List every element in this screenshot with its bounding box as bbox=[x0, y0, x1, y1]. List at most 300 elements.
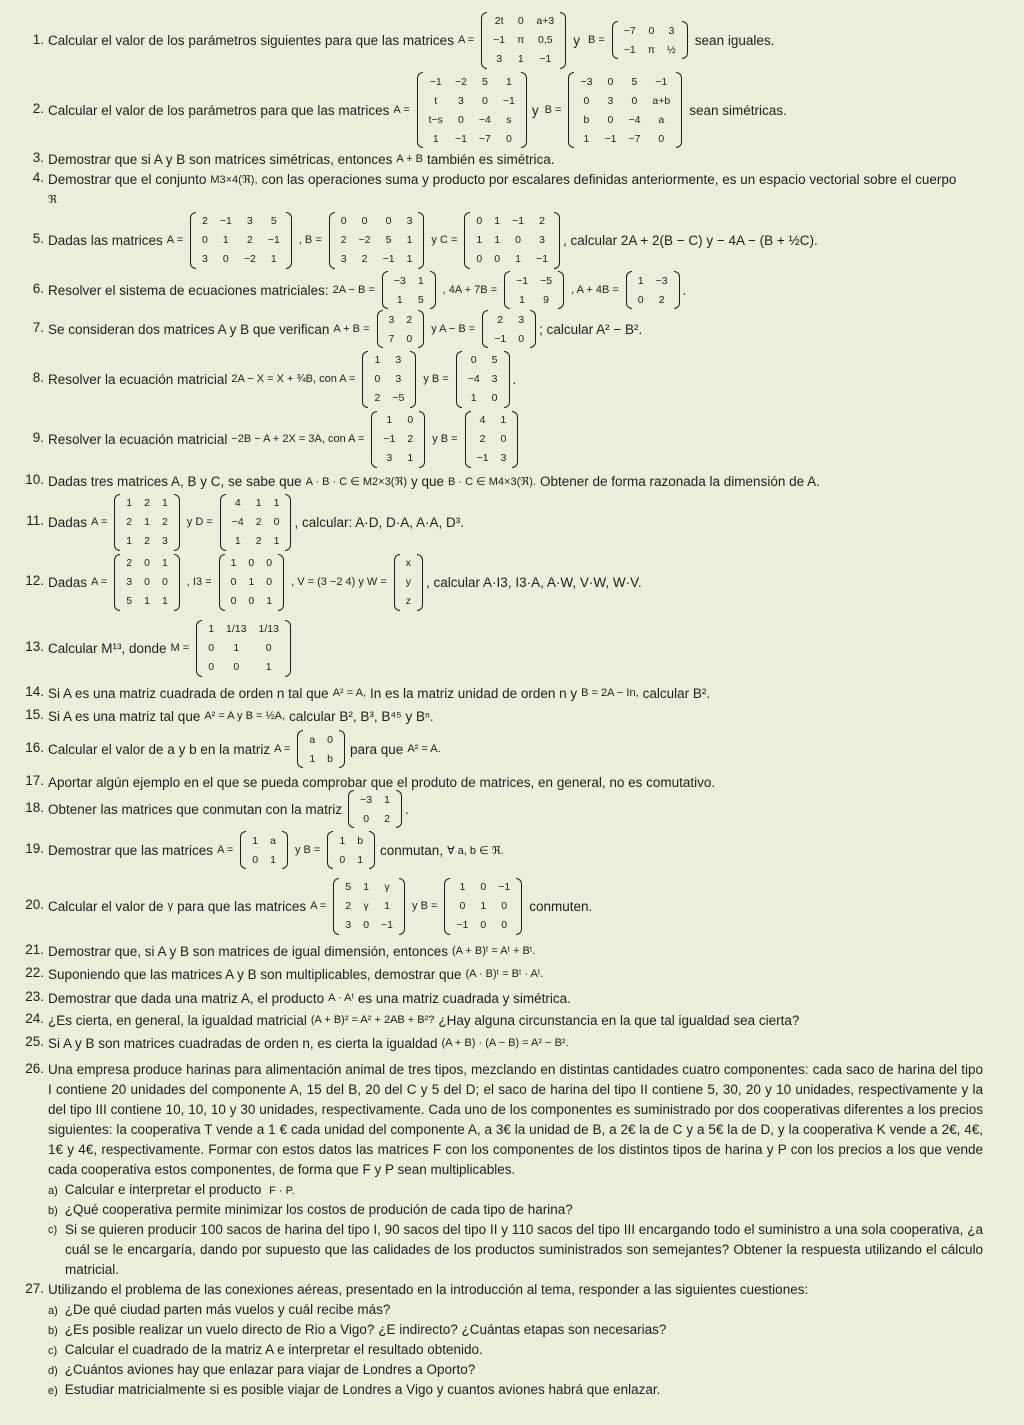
matrix-entry: 1 bbox=[248, 576, 255, 588]
matrix-entry: 5 bbox=[491, 354, 498, 366]
matrix-entry: −1 bbox=[429, 75, 442, 88]
matrix-entry: 1 bbox=[583, 132, 590, 145]
matrix-entry: 0 bbox=[494, 253, 501, 265]
matrix-entry: 5 bbox=[481, 75, 488, 88]
matrix-entry: 0 bbox=[476, 253, 483, 265]
matrix-entry: 0 bbox=[265, 642, 272, 654]
matrix-entry: 3 bbox=[539, 234, 545, 246]
problem-14: 14. Si A es una matriz cuadrada de orden n tal que A² = A, In es la matriz unidad de orden n y B = 2A − In, calcular B². bbox=[25, 684, 711, 701]
problem-23: 23. Demostrar que dada una matriz A, el producto A · Aᵗ es una matriz cuadrada y simétrica. bbox=[25, 989, 571, 1006]
matrix-bracket-right bbox=[285, 620, 291, 677]
matrix-bracket-right bbox=[286, 212, 292, 269]
matrix-entry: 1 bbox=[406, 234, 413, 246]
matrix-entry: 0 bbox=[230, 576, 237, 588]
matrix-entry: 1 bbox=[252, 834, 259, 847]
matrix-entry: 5 bbox=[631, 75, 638, 88]
matrix-entry: 0,5 bbox=[538, 34, 553, 46]
subquestion-c: c) Calcular el cuadrado de la matriz A e interpretar el resultado obtenido. bbox=[48, 1342, 483, 1357]
matrix-entry: 0 bbox=[327, 733, 334, 746]
matrix-entry: −7 bbox=[628, 132, 641, 145]
matrix-entry: −3 bbox=[580, 75, 593, 88]
matrix-entry: 2 bbox=[658, 293, 665, 306]
problem-text: Una empresa produce harinas para alimentación animal de tres tipos, mezclando en distintas cantidades cuatro componentes: cada saco de harina del tipo I contiene 20 unidades del componente A, 15 del B, 20 del C y 5 del D; el saco de harina del tipo II contiene 5, 30, 20 y 10 unidades, respectivamente y la del tipo III contiene 10, 10, 10 y 30 unidades, respectivamente. Cada uno de los componentes es suministrado por dos cooperativas diferentes a los precios siguientes: la cooperativa T vende a 1 € cada unidad del componente A, a 3€ la unidad de B, a 2€ la de C y a 5€ la de D, y la cooperativa K vende a 2€, 4€, 1€ y 4€, respectivamente. Formar con estos datos las matrices F con los componentes de los distintos tipos de harina y P con los precios a los que vende cada cooperativa estos componentes, de forma que F y P sean multiplicables. bbox=[48, 1062, 983, 1177]
matrix-bracket-right bbox=[516, 878, 522, 935]
problem-4: 4. Demostrar que el conjunto M3×4(ℜ), con las operaciones suma y producto por escalares definidas anteriormente, es un espacio vectorial sobre el cuerpo ℜ bbox=[32, 170, 957, 206]
matrix bbox=[114, 554, 180, 611]
matrix-entry: 1 bbox=[470, 392, 477, 404]
matrix-entry: −1 bbox=[456, 919, 469, 931]
matrix-entries bbox=[354, 790, 396, 828]
matrix-bracket-right bbox=[674, 271, 680, 309]
matrix-entry: 3 bbox=[126, 576, 133, 588]
matrix bbox=[327, 831, 375, 869]
matrix-entries bbox=[226, 494, 286, 551]
problem-13: 13. Calcular M¹³, donde M = 1 1/13 1/13 0 1 0 0 0 1 bbox=[0, 618, 1024, 678]
problem-21: 21. Demostrar que, si A y B son matrices de igual dimensión, entonces (A + B)ᵗ = Aᵗ + Bᵗ. bbox=[25, 942, 536, 959]
matrix-entry: 3 bbox=[406, 215, 413, 227]
matrix-entries bbox=[339, 878, 399, 935]
matrix-b bbox=[568, 72, 682, 148]
matrix-entry: x bbox=[405, 557, 412, 569]
matrix-entry: 1 bbox=[144, 595, 150, 607]
matrix-entry: 3 bbox=[518, 313, 525, 326]
matrix-entry: a+b bbox=[652, 94, 671, 107]
matrix bbox=[504, 271, 564, 309]
matrix-bracket-right bbox=[521, 72, 527, 148]
matrix-entry: 1 bbox=[161, 595, 168, 607]
matrix-entry: 2 bbox=[345, 900, 352, 912]
matrix-entry: 0 bbox=[273, 516, 280, 528]
problem-11: 11. Dadas A = 1 2 1 2 1 2 1 2 3 y D = 4 1 1 −4 2 0 1 2 1 , calcular: A·D, D·A, A·A, D³. bbox=[0, 494, 1024, 550]
matrix-entry: −5 bbox=[392, 392, 405, 404]
matrix-entry: 1 bbox=[230, 557, 237, 569]
problem-18: 18. Obtener las matrices que conmutan con la matriz −3 1 0 2 . bbox=[0, 790, 1024, 828]
matrix-bracket-right bbox=[399, 878, 405, 935]
matrix-entries bbox=[120, 494, 174, 551]
matrix-entry: −1 bbox=[381, 919, 394, 931]
matrix-entry: s bbox=[506, 113, 512, 126]
matrix-entry: b bbox=[357, 834, 364, 847]
matrix-entry: 1 bbox=[407, 452, 414, 464]
matrix-entries bbox=[303, 730, 339, 768]
problem-1: 1. Calcular el valor de los parámetros siguientes para que las matrices A = 2t 0 a+3 −1 π 0,5 3 1 −1 y B = −7 0 3 −1 π ½ sean iguales. bbox=[0, 12, 1024, 68]
matrix-entry: 2 bbox=[479, 433, 486, 445]
matrix-entry: 5 bbox=[417, 293, 424, 306]
matrix-entry: 1 bbox=[273, 535, 280, 547]
matrix-bracket-right bbox=[174, 554, 180, 611]
matrix-entry: 2t bbox=[494, 15, 504, 27]
matrix-entries bbox=[246, 831, 282, 869]
matrix-entry: 3 bbox=[395, 373, 402, 385]
problem-7: 7. Se consideran dos matrices A y B que verifican A + B = 3 2 7 0 y A − B = 2 3 −1 0 ; calcular A² − B². bbox=[0, 310, 1024, 348]
problem-10: 10. Dadas tres matrices A, B y C, se sabe que A · B · C ∈ M2×3(ℜ) y que B · C ∈ M4×3(ℜ). Obtener de forma razonada la dimensión de A. bbox=[25, 472, 820, 489]
matrix-bracket-right bbox=[396, 790, 402, 828]
matrix-entry: a bbox=[309, 733, 316, 746]
matrix-entry: 3 bbox=[607, 94, 614, 107]
matrix-entry: 0 bbox=[339, 853, 346, 866]
matrix-entry: 2 bbox=[126, 557, 133, 569]
matrix-entry: 1 bbox=[406, 253, 413, 265]
matrix-entry: 1 bbox=[494, 234, 501, 246]
matrix-entries bbox=[202, 620, 285, 677]
matrix-entry: 2 bbox=[374, 392, 381, 404]
matrix-entry: 3 bbox=[500, 452, 507, 464]
matrix-entry: ½ bbox=[667, 43, 676, 56]
problem-27: 27. Utilizando el problema de las conexiones aéreas, presentado en la introducción al tema, responder a las siguientes cuestiones: a) ¿De qué ciudad parten más vuelos y cuál recibe más? b) ¿Es posible realizar un vuelo directo de Rio a Vigo? ¿E indirecto? ¿Cuántas etapas son necesarias? c) Calcular el cuadrado de la matriz A e interpretar el resultado obtenido. d) ¿Cuántos aviones hay que enlazar para viajar de Londres a Oporto? e) Estudiar matricialmente si es posible viajar de Londres a Vigo y cuantos aviones habrá que enlazar. bbox=[0, 1280, 1024, 1405]
matrix-entry: 1 bbox=[494, 215, 501, 227]
matrix-entry: 1 bbox=[234, 535, 241, 547]
problem-25: 25. Si A y B son matrices cuadradas de orden n, es cierta la igualdad (A + B) · (A − B) = A² − B². bbox=[25, 1034, 569, 1051]
matrix-entry: 2 bbox=[255, 535, 262, 547]
problem-3: 3. Demostrar que si A y B son matrices simétricas, entonces A + B también es simétrica. bbox=[32, 150, 555, 167]
matrix-entry: 0 bbox=[631, 94, 638, 107]
matrix-entry: 0 bbox=[385, 215, 392, 227]
matrix-entry: 0 bbox=[361, 215, 368, 227]
matrix-bracket-right bbox=[682, 21, 688, 59]
matrix-entry: 0 bbox=[470, 354, 477, 366]
matrix-entry: t bbox=[434, 94, 438, 107]
problem-22: 22. Suponiendo que las matrices A y B son multiplicables, demostrar que (A · B)ᵗ = Bᵗ · Aᵗ. bbox=[25, 965, 544, 982]
matrix-entry: −1 bbox=[539, 53, 552, 65]
matrix-entry: 0 bbox=[363, 812, 370, 825]
matrix-entries bbox=[632, 271, 674, 309]
problem-text: Calcular el valor de los parámetros siguientes para que las matrices bbox=[48, 32, 454, 48]
matrix-entries bbox=[383, 310, 419, 348]
matrix-entry: 0 bbox=[230, 595, 237, 607]
matrix bbox=[220, 494, 292, 551]
matrix-entry: −1 bbox=[219, 215, 232, 227]
matrix-entry: 1 bbox=[459, 881, 466, 893]
matrix-entry: 7 bbox=[388, 332, 395, 345]
matrix-entries bbox=[574, 72, 676, 148]
matrix bbox=[333, 878, 405, 935]
matrix-entry: 0 bbox=[648, 24, 655, 37]
matrix-entry: 0 bbox=[607, 75, 614, 88]
matrix-entry: 3 bbox=[491, 373, 498, 385]
matrix bbox=[456, 351, 510, 408]
matrix-entry: −3 bbox=[655, 274, 668, 287]
matrix-entry: −1 bbox=[267, 234, 280, 246]
subquestion-e: e) Estudiar matricialmente si es posible viajar de Londres a Vigo y cuantos aviones habrá que enlazar. bbox=[48, 1382, 661, 1397]
matrix-b bbox=[612, 21, 688, 59]
matrix-entry: 0 bbox=[491, 392, 498, 404]
matrix-entry: π bbox=[517, 34, 525, 46]
matrix-entry: 0 bbox=[202, 234, 208, 246]
matrix-entry: 1 bbox=[126, 535, 133, 547]
matrix-entry: 0 bbox=[374, 373, 381, 385]
matrix-entry: −1 bbox=[512, 215, 525, 227]
matrix-entry: −2 bbox=[243, 253, 256, 265]
matrix-entries bbox=[471, 411, 513, 468]
matrix-entry: 0 bbox=[340, 215, 347, 227]
matrix-entry: 0 bbox=[518, 332, 525, 345]
matrix-entry: 3 bbox=[246, 215, 253, 227]
matrix-entry: −3 bbox=[393, 274, 406, 287]
matrix-entries bbox=[377, 411, 419, 468]
matrix-entry: 0 bbox=[517, 15, 524, 27]
matrix-entry: γ bbox=[384, 881, 390, 893]
matrix-entry: 0 bbox=[458, 113, 464, 126]
matrix-entry: 0 bbox=[363, 919, 370, 931]
matrix-bracket-right bbox=[512, 411, 518, 468]
matrix bbox=[348, 790, 402, 828]
matrix-entry: 2 bbox=[144, 535, 150, 547]
matrix-entry: 9 bbox=[543, 293, 549, 306]
problem-20: 20. Calcular el valor de γ para que las matrices A = 5 1 γ 2 γ 1 3 0 −1 y B = 1 0 −1 0 1 0 −1 0 0 conmuten. bbox=[0, 878, 1024, 934]
matrix-entry: 1 bbox=[384, 900, 390, 912]
matrix-entry: 1 bbox=[270, 253, 277, 265]
matrix-entry: b bbox=[583, 113, 590, 126]
matrix-entry: 1/13 bbox=[258, 623, 279, 635]
matrix-bracket-right bbox=[419, 411, 425, 468]
matrix-entry: 3 bbox=[345, 919, 352, 931]
problem-12: 12. Dadas A = 2 0 1 3 0 0 5 1 1 , I3 = 1 0 0 0 1 0 0 0 1 , V = (3 −2 4) y W = x y z , calcular A·I3, I3·A, A·W, V·W, W·V. bbox=[0, 554, 1024, 610]
matrix-entry: −1 bbox=[476, 452, 489, 464]
problem-17: 17. Aportar algún ejemplo en el que se pueda comprobar que el produto de matrices, en general, no es comutativo. bbox=[25, 773, 716, 790]
matrix-entry: 1 bbox=[270, 853, 276, 866]
matrix-entry: a bbox=[658, 113, 665, 126]
matrix-entry: −1 bbox=[655, 75, 668, 88]
matrix bbox=[362, 351, 416, 408]
matrix-entry: 3 bbox=[161, 535, 168, 547]
matrix-entry: −1 bbox=[383, 433, 396, 445]
matrix-entry: −1 bbox=[382, 253, 395, 265]
matrix-entry: 3 bbox=[202, 253, 208, 265]
matrix-bracket-right bbox=[369, 831, 375, 869]
matrix-entries bbox=[225, 554, 279, 611]
matrix-entry: 1 bbox=[265, 661, 272, 673]
matrix bbox=[394, 554, 423, 611]
problem-26: 26. Una empresa produce harinas para alimentación animal de tres tipos, mezclando en distintas cantidades cuatro componentes: cada saco de harina del tipo I contiene 20 unidades del componente A, 15 del B, 20 del C y 5 del D; el saco de harina del tipo II contiene 5, 30, 20 y 10 unidades, respectivamente y la del tipo III contiene 10, 10, 10 y 30 unidades, respectivamente. Cada uno de los componentes es suministrado por dos cooperativas diferentes a los precios siguientes: la cooperativa T vende a 1 € cada unidad del componente A, a 3€ la unidad de B, a 2€ la de C y a 5€ la de D, y la cooperativa K vende a 2€, 4€, 1€ y 4€, respectivamente. Formar con estos datos las matrices F con los componentes de los distintos tipos de harina y P con los precios a los que vende cada cooperativa estos componentes, de forma que F y P sean multiplicables. a) Calcular e interpretar el producto F · P. b) ¿Qué cooperativa permite minimizar los costos de produción de cada tipo de harina? c) Si se quieren producir 100 sacos de harina del tipo I, 90 sacos del tipo II y 110 sacos del tipo III encargando todo el suministro a una sola cooperativa, ¿a cuál se le encargaría, dando por supuesto que las calidades de los productos suministrados son semejantes? Obtener la respuesta utilizando el cálculo matricial. bbox=[0, 1060, 1024, 1280]
matrix-entry: 3 bbox=[340, 253, 347, 265]
matrix-entry: 0 bbox=[144, 557, 150, 569]
matrix-entry: −1 bbox=[502, 94, 515, 107]
matrix-entry: 1 bbox=[339, 834, 346, 847]
matrix-entry: −1 bbox=[498, 881, 511, 893]
matrix-entry: 4 bbox=[234, 497, 241, 509]
matrix-c bbox=[464, 212, 560, 269]
matrix-entry: −1 bbox=[493, 34, 506, 46]
matrix-entry: 5 bbox=[385, 234, 392, 246]
matrix-entry: 2 bbox=[202, 215, 208, 227]
matrix-entry: 1 bbox=[161, 557, 168, 569]
subquestion-a: a) Calcular e interpretar el producto F · P. bbox=[48, 1182, 295, 1197]
subquestion-b: b) ¿Qué cooperativa permite minimizar los costos de produción de cada tipo de harina? bbox=[48, 1202, 573, 1217]
matrix-entry: 2 bbox=[406, 313, 413, 326]
matrix-entry: 5 bbox=[126, 595, 133, 607]
matrix bbox=[465, 411, 519, 468]
matrix-entry: 2 bbox=[246, 234, 253, 246]
matrix-entry: 2 bbox=[161, 516, 168, 528]
matrix-entry: −2 bbox=[454, 75, 467, 88]
matrix-entries bbox=[450, 878, 516, 935]
matrix-entry: 1 bbox=[309, 752, 316, 765]
matrix-entry: 5 bbox=[345, 881, 352, 893]
matrix-bracket-right bbox=[558, 271, 564, 309]
matrix-entry: 1/13 bbox=[226, 623, 247, 635]
matrix-entry: −1 bbox=[516, 274, 529, 287]
matrix-bracket-right bbox=[418, 310, 424, 348]
matrix-entry: 1 bbox=[386, 414, 393, 426]
matrix-entry: 0 bbox=[480, 881, 487, 893]
matrix-bracket-right bbox=[174, 494, 180, 551]
matrix-entry: 2 bbox=[144, 497, 150, 509]
matrix-entry: 1 bbox=[417, 274, 424, 287]
matrix bbox=[444, 878, 522, 935]
matrix-entry: 0 bbox=[501, 900, 508, 912]
problem-5: 5. Dadas las matrices A = 2 −1 3 5 0 1 2 −1 3 0 −2 1 , B = 0 0 0 3 2 −2 5 1 3 2 −1 1 y C = 0 1 −1 2 1 1 0 3 0 0 1 −1 , calcular 2A + 2(B − C) y − 4A − (B + ½C). bbox=[0, 212, 1024, 268]
matrix-entry: −4 bbox=[467, 373, 480, 385]
matrix-entry: 2 bbox=[384, 812, 390, 825]
matrix-entry: 1 bbox=[266, 595, 273, 607]
matrix-entries bbox=[333, 831, 369, 869]
matrix-bracket-right bbox=[530, 310, 536, 348]
matrix-bracket-right bbox=[430, 271, 436, 309]
matrix-entry: 2 bbox=[361, 253, 368, 265]
matrix-entry: 1 bbox=[384, 793, 390, 806]
matrix-entry: 1 bbox=[500, 414, 507, 426]
matrix-entry: 1 bbox=[161, 497, 168, 509]
matrix-entry: 0 bbox=[407, 414, 414, 426]
matrix-bracket-right bbox=[554, 212, 560, 269]
matrix-entry: 0 bbox=[501, 919, 508, 931]
matrix-entry: 1 bbox=[515, 253, 521, 265]
matrix-entry: 0 bbox=[406, 332, 413, 345]
matrix-entry: 0 bbox=[266, 576, 273, 588]
matrix-entry: 0 bbox=[252, 853, 259, 866]
matrix-entry: z bbox=[405, 595, 412, 607]
matrix-entry: 0 bbox=[248, 595, 255, 607]
matrix-bracket-right bbox=[339, 730, 345, 768]
matrix-entry: 1 bbox=[517, 53, 524, 65]
matrix-bracket-right bbox=[278, 554, 284, 611]
matrix-entry: 0 bbox=[480, 919, 487, 931]
matrix-a bbox=[481, 12, 566, 69]
matrix-entries bbox=[423, 72, 521, 148]
matrix-entry: 3 bbox=[496, 53, 503, 65]
matrix-entry: −4 bbox=[231, 516, 244, 528]
matrix-a bbox=[190, 212, 292, 269]
matrix-bracket-right bbox=[676, 72, 682, 148]
matrix-bracket-right bbox=[418, 212, 424, 269]
matrix-entries bbox=[488, 310, 530, 348]
problem-number: 1. bbox=[32, 32, 44, 47]
matrix-entries bbox=[368, 351, 410, 408]
matrix bbox=[626, 271, 680, 309]
matrix-entry: 5 bbox=[270, 215, 277, 227]
matrix-entry: 0 bbox=[208, 642, 215, 654]
problem-9: 9. Resolver la ecuación matricial −2B − A + 2X = 3A, con A = 1 0 −1 2 3 1 y B = 4 1 2 0 −1 3 bbox=[0, 411, 1024, 467]
matrix-entry: y bbox=[405, 576, 412, 588]
matrix bbox=[240, 831, 288, 869]
matrix-entry: 0 bbox=[658, 132, 665, 145]
matrix-entry: 0 bbox=[515, 234, 521, 246]
matrix-entry: −4 bbox=[478, 113, 491, 126]
matrix-entry: 3 bbox=[388, 313, 395, 326]
matrix-entry: −2 bbox=[358, 234, 371, 246]
problem-6: 6. Resolver el sistema de ecuaciones matriciales: 2A − B = −3 1 1 5 , 4A + 7B = −1 −5 1 9 , A + 4B = 1 −3 0 2 . bbox=[0, 271, 1024, 309]
subquestion-d: d) ¿Cuántos aviones hay que enlazar para viajar de Londres a Oporto? bbox=[48, 1362, 476, 1377]
matrix-bracket-right bbox=[282, 831, 288, 869]
matrix-entry: 0 bbox=[233, 661, 240, 673]
problem-2: 2. Calcular el valor de los parámetros para que las matrices A = −1 −2 5 1 t 3 0 −1 t−s 0 −4 s 1 −1 −7 0 y B = −3 0 5 −1 0 3 0 a+b b 0 −4 a 1 −1 −7 0 sean simétricas. bbox=[0, 72, 1024, 148]
matrix-entry: 1 bbox=[222, 234, 229, 246]
matrix bbox=[382, 271, 436, 309]
matrix-entry: 1 bbox=[144, 516, 150, 528]
matrix-entry: a bbox=[270, 834, 276, 847]
matrix-entry: 0 bbox=[505, 132, 512, 145]
problem-8: 8. Resolver la ecuación matricial 2A − X = X + ¾B, con A = 1 3 0 3 2 −5 y B = 0 5 −4 3 1 0 . bbox=[0, 351, 1024, 407]
matrix-entries bbox=[510, 271, 558, 309]
matrix-entry: b bbox=[327, 752, 334, 765]
matrix-entry: 1 bbox=[357, 853, 364, 866]
matrix-entry: 2 bbox=[340, 234, 347, 246]
matrix-entries bbox=[335, 212, 419, 269]
matrix-entry: −1 bbox=[623, 43, 636, 56]
matrix-entry: π bbox=[647, 43, 656, 56]
matrix-entry: −7 bbox=[623, 24, 636, 37]
matrix-entry: 0 bbox=[637, 293, 644, 306]
matrix bbox=[371, 411, 425, 468]
matrix-entry: 1 bbox=[126, 497, 133, 509]
matrix-entry: 1 bbox=[432, 132, 439, 145]
matrix-entry: 1 bbox=[476, 234, 483, 246]
matrix-b bbox=[329, 212, 425, 269]
matrix-entry: 0 bbox=[476, 215, 483, 227]
matrix-entry: 0 bbox=[248, 557, 255, 569]
matrix-entries bbox=[487, 12, 560, 69]
matrix-entries bbox=[196, 212, 286, 269]
matrix-entry: 3 bbox=[668, 24, 675, 37]
matrix-entry: 3 bbox=[395, 354, 402, 366]
matrix-entry: −1 bbox=[604, 132, 617, 145]
matrix-entry: 0 bbox=[481, 94, 488, 107]
matrix-entry: 1 bbox=[208, 623, 215, 635]
matrix-entry: 2 bbox=[255, 516, 262, 528]
matrix-entries bbox=[462, 351, 504, 408]
matrix-entry: 2 bbox=[497, 313, 504, 326]
matrix-bracket-right bbox=[504, 351, 510, 408]
matrix-entry: a+3 bbox=[536, 15, 555, 27]
matrix bbox=[297, 730, 345, 768]
problem-15: 15. Si A es una matriz tal que A² = A y B = ½A, calcular B², B³, B⁴⁵ y Bⁿ. bbox=[25, 707, 434, 724]
matrix-entry: γ bbox=[363, 900, 369, 912]
matrix-entry: 1 bbox=[637, 274, 644, 287]
matrix-entry: 0 bbox=[266, 557, 273, 569]
matrix-entry: 0 bbox=[459, 900, 466, 912]
matrix-entries bbox=[120, 554, 174, 611]
matrix-entry: 1 bbox=[374, 354, 381, 366]
matrix bbox=[377, 310, 425, 348]
matrix-bracket-right bbox=[285, 494, 291, 551]
subquestion-c: c) Si se quieren producir 100 sacos de harina del tipo I, 90 sacos del tipo II y 110 sacos del tipo III encargando todo el suministro a una sola cooperativa, ¿a cuál se le encargaría, dando por supuesto que las calidades de los productos suministrados son semejantes? Obtener la respuesta utilizando el cálculo matricial. bbox=[48, 1222, 983, 1277]
matrix-entry: 1 bbox=[480, 900, 487, 912]
matrix-a bbox=[417, 72, 527, 148]
matrix-bracket-right bbox=[417, 554, 423, 611]
matrix-bracket-right bbox=[560, 12, 566, 69]
subquestion-a: a) ¿De qué ciudad parten más vuelos y cuál recibe más? bbox=[48, 1302, 391, 1317]
matrix-bracket-right bbox=[410, 351, 416, 408]
matrix-entry: 0 bbox=[500, 433, 507, 445]
matrix-entry: 0 bbox=[144, 576, 150, 588]
matrix-entry: 0 bbox=[583, 94, 590, 107]
matrix-entry: 1 bbox=[233, 642, 240, 654]
matrix-entries bbox=[470, 212, 554, 269]
matrix-entry: t−s bbox=[428, 113, 443, 126]
matrix-entry: 1 bbox=[255, 497, 262, 509]
matrix-entry: 0 bbox=[208, 661, 215, 673]
matrix-entry: 0 bbox=[222, 253, 229, 265]
